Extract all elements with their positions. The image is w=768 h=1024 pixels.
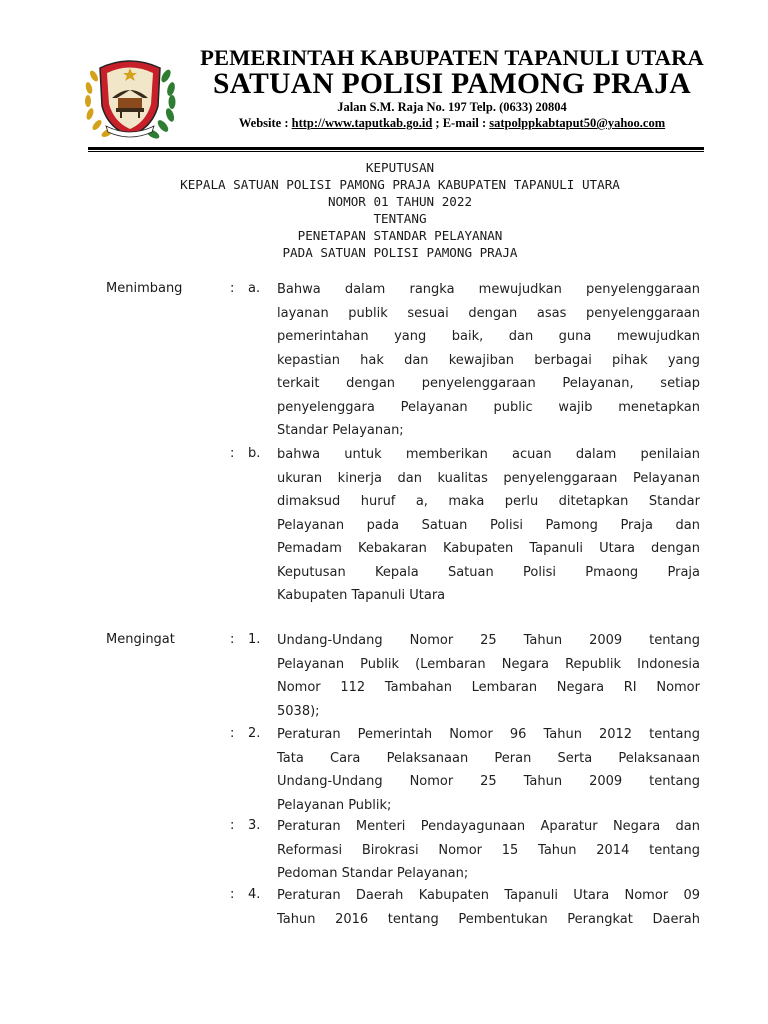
- clause-colon: :: [230, 818, 235, 833]
- clause-line: Nomor 112 Tambahan Lembaran Negara RI Nomor: [277, 680, 700, 695]
- clause-line: Pelayanan pada Satuan Polisi Pamong Praja dan: [277, 517, 700, 533]
- letterhead-rule-thin: [88, 151, 704, 152]
- title-line: PENETAPAN STANDAR PELAYANAN: [297, 228, 503, 243]
- clause-line: Standar Pelayanan;: [277, 423, 404, 438]
- clause-text: [277, 278, 700, 443]
- clause-line: layanan publik sesuai dengan asas penyelenggaraan: [277, 305, 700, 321]
- title-line: KEPALA SATUAN POLISI PAMONG PRAJA KABUPATEN TAPANULI UTARA: [180, 177, 620, 192]
- clause-colon: :: [230, 887, 235, 902]
- regency-emblem-logo: [80, 46, 180, 146]
- clause-line: Pelayanan Publik;: [277, 797, 392, 813]
- title-line: KEPUTUSAN: [365, 160, 435, 175]
- clause-marker: 3.: [248, 818, 261, 833]
- letterhead-contact: [182, 116, 722, 131]
- clause-line: Keputusan Kepala Satuan Polisi Pmaong Praja: [277, 564, 700, 580]
- clause-marker: 4.: [248, 887, 261, 902]
- website-label: Website :: [238, 116, 292, 130]
- title-line: PADA SATUAN POLISI PAMONG PRAJA: [282, 245, 518, 260]
- clause-text: [277, 443, 700, 608]
- clause-line: Pedoman Standar Pelayanan;: [277, 866, 469, 881]
- clause-line: dimaksud huruf a, maka perlu ditetapkan Standar: [277, 494, 700, 509]
- clause-line: Peraturan Pemerintah Nomor 96 Tahun 2012 tentang: [277, 727, 700, 742]
- letterhead-unit: SATUAN POLISI PAMONG PRAJA: [213, 68, 691, 100]
- letterhead-government: PEMERINTAH KABUPATEN TAPANULI UTARA: [200, 45, 704, 70]
- clause-colon: :: [230, 446, 235, 461]
- clause-line: kepastian hak dan kewajiban berbagai pihak yang: [277, 352, 700, 368]
- clause-text: [277, 884, 700, 931]
- clause-line: penyelenggara Pelayanan public wajib menetapkan: [277, 399, 700, 415]
- clause-marker: 2.: [248, 726, 261, 741]
- email-link[interactable]: satpolppkabtaput50@yahoo.com: [489, 116, 666, 130]
- section-label-mengingat: Mengingat: [106, 632, 175, 647]
- clause-line: bahwa untuk memberikan acuan dalam penilaian: [277, 447, 700, 462]
- clause-line: 5038);: [277, 703, 320, 719]
- section-label-menimbang: Menimbang: [106, 281, 183, 296]
- clause-text: [277, 815, 700, 886]
- letterhead-address: Jalan S.M. Raja No. 197 Telp. (0633) 20804: [337, 100, 567, 114]
- clause-line: ukuran kinerja dan kualitas penyelenggaraan Pelayanan: [277, 470, 700, 486]
- clause-colon: :: [230, 726, 235, 741]
- clause-text: [277, 629, 700, 723]
- clause-line: Kabupaten Tapanuli Utara: [277, 588, 446, 603]
- title-line: NOMOR 01 TAHUN 2022: [327, 194, 473, 209]
- clause-colon: :: [230, 281, 235, 296]
- clause-line: Undang-Undang Nomor 25 Tahun 2009 tentang: [277, 774, 700, 789]
- clause-line: Tata Cara Pelaksanaan Peran Serta Pelaksanaan: [277, 750, 700, 766]
- title-line: TENTANG: [373, 211, 427, 226]
- letterhead-rule-thick: [88, 147, 704, 150]
- clause-colon: :: [230, 632, 235, 647]
- clause-line: Peraturan Menteri Pendayagunaan Aparatur Negara dan: [277, 819, 700, 834]
- clause-line: Reformasi Birokrasi Nomor 15 Tahun 2014 tentang: [277, 842, 700, 858]
- clause-text: [277, 723, 700, 817]
- clause-line: Tahun 2016 tentang Pembentukan Perangkat Daerah: [277, 911, 700, 927]
- clause-line: pemerintahan yang baik, dan guna mewujudkan: [277, 329, 700, 344]
- clause-line: Undang-Undang Nomor 25 Tahun 2009 tentang: [277, 633, 700, 648]
- clause-line: Bahwa dalam rangka mewujudkan penyelenggaraan: [277, 282, 700, 297]
- email-label: ; E-mail :: [432, 116, 490, 130]
- clause-line: Peraturan Daerah Kabupaten Tapanuli Utara Nomor 09: [277, 888, 700, 903]
- website-link[interactable]: http://www.taputkab.go.id: [291, 116, 433, 130]
- clause-marker: b.: [248, 446, 261, 461]
- clause-marker: a.: [248, 281, 261, 296]
- clause-line: Pelayanan Publik (Lembaran Negara Republik Indonesia: [277, 656, 700, 672]
- clause-marker: 1.: [248, 632, 261, 647]
- clause-line: terkait dengan penyelenggaraan Pelayanan, setiap: [277, 376, 700, 391]
- clause-line: Pemadam Kebakaran Kabupaten Tapanuli Utara dengan: [277, 541, 700, 556]
